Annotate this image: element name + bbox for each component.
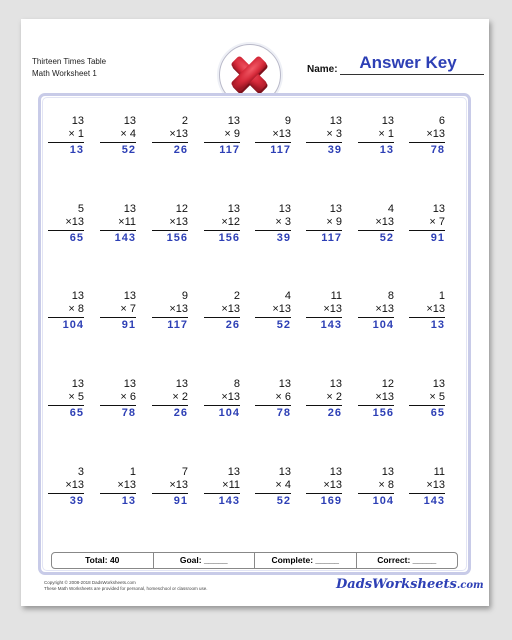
problem xyxy=(409,115,445,157)
problem-multiplier: × 4 xyxy=(120,128,136,140)
problem-answer: 117 xyxy=(321,232,342,244)
problem-multiplicand: 13 xyxy=(329,203,342,215)
problem-multiplier: ×13 xyxy=(426,303,445,315)
problem xyxy=(358,466,394,508)
total-field: Total: 40 xyxy=(52,553,154,568)
problem-answer: 39 xyxy=(276,232,291,244)
problem-line xyxy=(306,405,342,406)
problem-answer: 13 xyxy=(379,144,394,156)
problem xyxy=(152,203,188,245)
brand-name: DadsWorksheets xyxy=(336,577,457,592)
problem xyxy=(255,115,291,157)
problem-line xyxy=(306,142,342,143)
problem-line xyxy=(204,317,240,318)
problem-line xyxy=(409,317,445,318)
problem-multiplicand: 13 xyxy=(227,466,240,478)
copyright-line-1: Copyright © 2008-2018 DadsWorksheets.com xyxy=(44,580,136,585)
problem-answer: 26 xyxy=(327,407,342,419)
problem-multiplier: ×13 xyxy=(426,128,445,140)
brand-logo xyxy=(336,577,484,592)
problem-line xyxy=(255,142,291,143)
problem-answer: 91 xyxy=(430,232,445,244)
problem-line xyxy=(306,493,342,494)
problem-multiplier: × 8 xyxy=(378,479,394,491)
problem-multiplier: ×13 xyxy=(272,303,291,315)
problem-line xyxy=(358,230,394,231)
problem-answer: 156 xyxy=(372,407,394,419)
problem-answer: 91 xyxy=(121,319,136,331)
problem-multiplicand: 9 xyxy=(181,290,188,302)
problem-answer: 52 xyxy=(276,495,291,507)
name-label: Name: xyxy=(307,64,338,75)
problem-line xyxy=(409,230,445,231)
problem-answer: 13 xyxy=(430,319,445,331)
problem-multiplier: ×11 xyxy=(118,216,136,228)
problem-answer: 13 xyxy=(121,495,136,507)
problem-answer: 143 xyxy=(218,495,240,507)
problem-multiplier: × 2 xyxy=(326,391,342,403)
problem-multiplicand: 13 xyxy=(123,115,136,127)
problem-multiplicand: 13 xyxy=(381,115,394,127)
problem-multiplier: × 6 xyxy=(275,391,291,403)
problem-multiplier: × 9 xyxy=(224,128,240,140)
problem xyxy=(204,466,240,508)
problem-multiplier: × 8 xyxy=(68,303,84,315)
problem xyxy=(204,203,240,245)
problem-multiplier: × 7 xyxy=(120,303,136,315)
problem-line xyxy=(48,317,84,318)
problem-line xyxy=(100,493,136,494)
problem-answer: 156 xyxy=(218,232,240,244)
problem xyxy=(409,466,445,508)
problem-line xyxy=(152,493,188,494)
problem-multiplier: ×13 xyxy=(65,216,84,228)
problem xyxy=(204,290,240,332)
problem-multiplier: ×13 xyxy=(221,391,240,403)
problem xyxy=(409,290,445,332)
problem-multiplicand: 8 xyxy=(387,290,394,302)
problem-answer: 52 xyxy=(379,232,394,244)
problem-multiplier: × 3 xyxy=(275,216,291,228)
problem-line xyxy=(152,142,188,143)
problem-multiplier: × 5 xyxy=(68,391,84,403)
problem-line xyxy=(48,142,84,143)
name-line xyxy=(340,74,484,75)
problem-multiplier: ×13 xyxy=(272,128,291,140)
problem-line xyxy=(358,317,394,318)
problem-multiplicand: 13 xyxy=(227,115,240,127)
problem-multiplicand: 13 xyxy=(123,290,136,302)
problem-answer: 65 xyxy=(69,407,84,419)
problem-multiplier: × 1 xyxy=(68,128,84,140)
problem-multiplicand: 2 xyxy=(181,115,188,127)
problem-multiplier: × 5 xyxy=(429,391,445,403)
score-footer xyxy=(51,552,458,569)
answer-key-label: Answer Key xyxy=(359,53,457,72)
problem-line xyxy=(255,405,291,406)
problem xyxy=(255,203,291,245)
problem xyxy=(255,290,291,332)
brand-suffix: .com xyxy=(456,580,484,591)
problem-multiplicand: 13 xyxy=(227,203,240,215)
problem-multiplier: ×13 xyxy=(169,128,188,140)
problem-answer: 117 xyxy=(270,144,291,156)
problem xyxy=(358,290,394,332)
problem-answer: 143 xyxy=(320,319,342,331)
problem xyxy=(48,290,84,332)
problem-line xyxy=(358,405,394,406)
problem-line xyxy=(48,405,84,406)
problem xyxy=(48,378,84,420)
problem-multiplier: × 4 xyxy=(275,479,291,491)
problem-multiplicand: 13 xyxy=(329,466,342,478)
title-line-2: Math Worksheet 1 xyxy=(32,69,97,78)
problem xyxy=(48,466,84,508)
problem-multiplicand: 1 xyxy=(438,290,445,302)
problem-multiplier: ×13 xyxy=(375,216,394,228)
problem xyxy=(306,378,342,420)
problem-answer: 117 xyxy=(167,319,188,331)
problem-answer: 169 xyxy=(320,495,342,507)
problem-answer: 39 xyxy=(69,495,84,507)
problem xyxy=(100,203,136,245)
problem-line xyxy=(100,142,136,143)
problem-multiplicand: 13 xyxy=(432,378,445,390)
problem xyxy=(358,115,394,157)
problem-multiplier: ×13 xyxy=(375,303,394,315)
problem-line xyxy=(204,142,240,143)
problem-line xyxy=(152,317,188,318)
problem-line xyxy=(100,230,136,231)
problem-multiplicand: 13 xyxy=(71,378,84,390)
problem-answer: 104 xyxy=(372,319,394,331)
problem-line xyxy=(306,317,342,318)
problem-multiplicand: 13 xyxy=(278,203,291,215)
problem-multiplier: × 3 xyxy=(326,128,342,140)
problem-answer: 13 xyxy=(69,144,84,156)
problem-multiplier: ×12 xyxy=(221,216,240,228)
problem xyxy=(152,290,188,332)
problem xyxy=(152,466,188,508)
problem-multiplicand: 8 xyxy=(233,378,240,390)
problem xyxy=(204,115,240,157)
problem-line xyxy=(48,230,84,231)
problem-answer: 65 xyxy=(69,232,84,244)
title-line-1: Thirteen Times Table xyxy=(32,57,107,66)
problem-multiplicand: 12 xyxy=(175,203,188,215)
problem-multiplicand: 4 xyxy=(284,290,291,302)
problem xyxy=(100,290,136,332)
problem-multiplier: ×13 xyxy=(169,303,188,315)
problem-multiplicand: 13 xyxy=(123,203,136,215)
problem-multiplicand: 7 xyxy=(181,466,188,478)
problem xyxy=(152,115,188,157)
problem-multiplicand: 1 xyxy=(129,466,136,478)
problem-answer: 78 xyxy=(276,407,291,419)
problem-multiplier: × 2 xyxy=(172,391,188,403)
problem-multiplier: × 1 xyxy=(378,128,394,140)
problem-answer: 78 xyxy=(121,407,136,419)
problem-answer: 78 xyxy=(430,144,445,156)
problem-multiplicand: 2 xyxy=(233,290,240,302)
problem-multiplier: ×13 xyxy=(426,479,445,491)
problem-line xyxy=(152,230,188,231)
problem-line xyxy=(204,493,240,494)
problem-line xyxy=(409,405,445,406)
problem xyxy=(100,115,136,157)
problem-multiplier: ×13 xyxy=(65,479,84,491)
problem-answer: 156 xyxy=(166,232,188,244)
problem-answer: 91 xyxy=(173,495,188,507)
problem-multiplicand: 13 xyxy=(71,115,84,127)
problem-multiplicand: 12 xyxy=(381,378,394,390)
problem-multiplier: ×13 xyxy=(169,216,188,228)
correct-field: Correct: _____ xyxy=(377,555,437,565)
problem-line xyxy=(409,493,445,494)
problem xyxy=(306,290,342,332)
problem-line xyxy=(152,405,188,406)
problem-multiplicand: 13 xyxy=(123,378,136,390)
problem-multiplier: ×13 xyxy=(117,479,136,491)
problem xyxy=(358,203,394,245)
problem-answer: 65 xyxy=(430,407,445,419)
problem-answer: 104 xyxy=(218,407,240,419)
problem-line xyxy=(48,493,84,494)
problem xyxy=(255,466,291,508)
problem-answer: 52 xyxy=(276,319,291,331)
problem-multiplicand: 13 xyxy=(432,203,445,215)
problem xyxy=(100,466,136,508)
problem-line xyxy=(204,405,240,406)
problem-multiplicand: 11 xyxy=(330,290,342,302)
problem-line xyxy=(204,230,240,231)
problem-multiplier: ×13 xyxy=(323,303,342,315)
problem-multiplier: × 7 xyxy=(429,216,445,228)
problem-multiplicand: 13 xyxy=(278,466,291,478)
problem-answer: 104 xyxy=(372,495,394,507)
problem-multiplicand: 13 xyxy=(329,115,342,127)
problem xyxy=(48,203,84,245)
problem xyxy=(100,378,136,420)
problem xyxy=(409,378,445,420)
problem-multiplicand: 9 xyxy=(284,115,291,127)
problem-multiplicand: 13 xyxy=(71,290,84,302)
problem-answer: 117 xyxy=(219,144,240,156)
problem-multiplicand: 13 xyxy=(175,378,188,390)
problem-multiplicand: 5 xyxy=(77,203,84,215)
problem-line xyxy=(255,493,291,494)
problem-answer: 26 xyxy=(225,319,240,331)
problem xyxy=(306,203,342,245)
problem-multiplicand: 3 xyxy=(77,466,84,478)
problem xyxy=(204,378,240,420)
problem-multiplier: × 9 xyxy=(326,216,342,228)
problem-multiplicand: 6 xyxy=(438,115,445,127)
complete-field: Complete: _____ xyxy=(255,553,357,568)
copyright-notice xyxy=(44,580,208,592)
problem-line xyxy=(306,230,342,231)
problem-multiplier: ×11 xyxy=(222,479,240,491)
problem-answer: 52 xyxy=(121,144,136,156)
problem-answer: 143 xyxy=(423,495,445,507)
problem-answer: 26 xyxy=(173,407,188,419)
goal-field: Goal: _____ xyxy=(154,553,256,568)
problem xyxy=(255,378,291,420)
problem-line xyxy=(100,317,136,318)
problem-multiplier: ×13 xyxy=(221,303,240,315)
problem-multiplicand: 4 xyxy=(387,203,394,215)
problem-line xyxy=(255,317,291,318)
problem-multiplier: ×13 xyxy=(375,391,394,403)
problem-multiplicand: 13 xyxy=(278,378,291,390)
problem xyxy=(409,203,445,245)
problem xyxy=(358,378,394,420)
problem-line xyxy=(409,142,445,143)
problem-answer: 104 xyxy=(62,319,84,331)
problem xyxy=(48,115,84,157)
problem-line xyxy=(358,142,394,143)
problem-multiplicand: 13 xyxy=(381,466,394,478)
problem-line xyxy=(358,493,394,494)
problem xyxy=(306,466,342,508)
problem-multiplier: ×13 xyxy=(169,479,188,491)
problem-answer: 143 xyxy=(114,232,136,244)
problem-answer: 39 xyxy=(327,144,342,156)
problem-multiplicand: 11 xyxy=(433,466,445,478)
problem-multiplier: ×13 xyxy=(323,479,342,491)
problem-multiplier: × 6 xyxy=(120,391,136,403)
problem-line xyxy=(255,230,291,231)
worksheet-title xyxy=(32,56,106,80)
problem-line xyxy=(100,405,136,406)
problem xyxy=(306,115,342,157)
problem xyxy=(152,378,188,420)
problem-answer: 26 xyxy=(173,144,188,156)
copyright-line-2: These Math Worksheets are provided for personal, homeschool or classroom use. xyxy=(44,586,208,591)
problem-multiplicand: 13 xyxy=(329,378,342,390)
